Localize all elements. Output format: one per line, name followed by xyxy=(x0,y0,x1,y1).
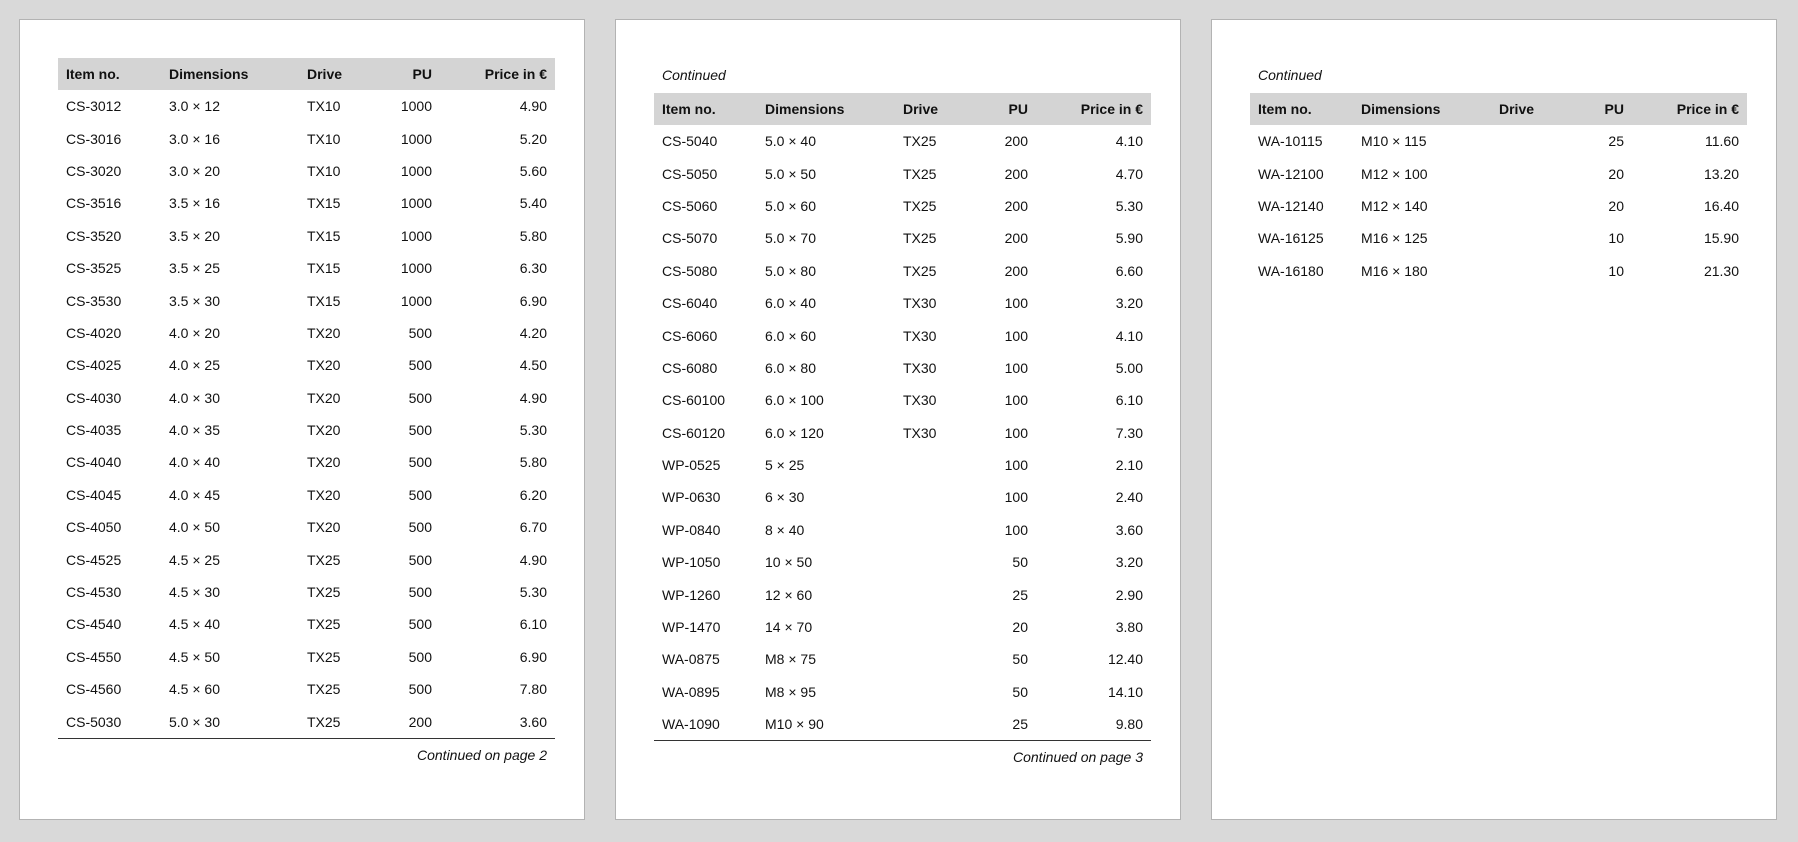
table-row xyxy=(58,90,555,122)
cell-pu: 200 xyxy=(1004,262,1028,279)
cell-pu: 100 xyxy=(1004,457,1028,474)
cell-price: 4.90 xyxy=(519,389,547,406)
cell-price: 6.10 xyxy=(1115,392,1143,409)
cell-item-no: CS-6040 xyxy=(662,295,718,312)
cell-price: 3.60 xyxy=(519,713,547,730)
cell-pu: 200 xyxy=(1004,197,1028,214)
cell-item-no: WP-1260 xyxy=(662,586,721,603)
cell-drive: TX25 xyxy=(307,616,341,633)
cell-dimensions: 5.0 × 50 xyxy=(765,165,816,182)
table-row xyxy=(654,222,1151,254)
header-dimensions: Dimensions xyxy=(169,66,249,82)
header-price: Price in € xyxy=(1080,101,1143,117)
cell-dimensions: 5.0 × 70 xyxy=(765,230,816,247)
table-row xyxy=(654,611,1151,643)
cell-dimensions: 4.0 × 20 xyxy=(169,324,220,341)
table-row xyxy=(1250,222,1747,254)
cell-dimensions: 12 × 60 xyxy=(765,586,813,603)
cell-item-no: CS-5050 xyxy=(662,165,718,182)
header-drive: Drive xyxy=(1499,101,1535,117)
cell-drive xyxy=(895,449,975,481)
continued-on-page-note: Continued on page 2 xyxy=(417,746,547,763)
table-row xyxy=(58,511,555,543)
cell-item-no: WP-0840 xyxy=(662,521,721,538)
cell-item-no: CS-60100 xyxy=(662,392,726,409)
cell-drive: TX20 xyxy=(307,454,341,471)
cell-price: 5.30 xyxy=(519,584,547,601)
document-page-1 xyxy=(19,19,585,820)
cell-price: 3.20 xyxy=(1115,295,1143,312)
cell-price: 5.30 xyxy=(519,422,547,439)
cell-dimensions: 4.0 × 50 xyxy=(169,519,220,536)
cell-dimensions: 5.0 × 80 xyxy=(765,262,816,279)
cell-dimensions: 3.0 × 20 xyxy=(169,162,220,179)
table-row xyxy=(58,705,555,738)
cell-price: 7.30 xyxy=(1115,424,1143,441)
cell-pu: 100 xyxy=(1004,424,1028,441)
header-item-no: Item no. xyxy=(1258,101,1312,117)
cell-dimensions: 8 × 40 xyxy=(765,521,805,538)
cell-price: 6.30 xyxy=(519,260,547,277)
cell-drive: TX30 xyxy=(903,295,937,312)
table-row xyxy=(654,319,1151,351)
cell-dimensions: 4.0 × 45 xyxy=(169,486,220,503)
table-body xyxy=(58,90,555,738)
cell-pu: 100 xyxy=(1004,392,1028,409)
table-row xyxy=(58,576,555,608)
cell-dimensions: M16 × 125 xyxy=(1361,230,1428,247)
table-row xyxy=(654,157,1151,189)
cell-item-no: CS-4050 xyxy=(66,519,122,536)
table-row xyxy=(58,382,555,414)
cell-dimensions: M8 × 95 xyxy=(765,683,816,700)
table-row xyxy=(58,673,555,705)
cell-drive xyxy=(1491,190,1571,222)
cell-drive: TX30 xyxy=(903,392,937,409)
table-row xyxy=(654,255,1151,287)
cell-drive xyxy=(895,643,975,675)
cell-dimensions: 5.0 × 60 xyxy=(765,197,816,214)
cell-drive: TX30 xyxy=(903,327,937,344)
cell-item-no: CS-4560 xyxy=(66,681,122,698)
cell-dimensions: M8 × 75 xyxy=(765,651,816,668)
table-row xyxy=(654,578,1151,610)
cell-dimensions: 4.0 × 35 xyxy=(169,422,220,439)
cell-item-no: CS-3012 xyxy=(66,98,122,115)
cell-item-no: WA-12140 xyxy=(1258,197,1324,214)
cell-dimensions: 6.0 × 40 xyxy=(765,295,816,312)
table-header-row xyxy=(1250,93,1747,125)
cell-dimensions: 3.5 × 20 xyxy=(169,227,220,244)
continued-label: Continued xyxy=(1258,67,1322,83)
table-row xyxy=(1250,255,1747,287)
table-row xyxy=(58,187,555,219)
cell-price: 6.90 xyxy=(519,292,547,309)
cell-dimensions: 5 × 25 xyxy=(765,457,805,474)
cell-dimensions: 6.0 × 120 xyxy=(765,424,824,441)
cell-dimensions: 14 × 70 xyxy=(765,619,813,636)
cell-pu: 1000 xyxy=(400,227,432,244)
cell-pu: 500 xyxy=(408,584,432,601)
cell-drive: TX20 xyxy=(307,357,341,374)
cell-pu: 20 xyxy=(1608,165,1624,182)
cell-drive xyxy=(895,676,975,708)
table-row xyxy=(654,417,1151,449)
cell-pu: 25 xyxy=(1608,133,1624,150)
cell-pu: 100 xyxy=(1004,489,1028,506)
cell-price: 4.20 xyxy=(519,324,547,341)
cell-dimensions: M10 × 90 xyxy=(765,716,824,733)
cell-pu: 500 xyxy=(408,324,432,341)
cell-drive: TX25 xyxy=(903,230,937,247)
cell-item-no: CS-3530 xyxy=(66,292,122,309)
cell-price: 2.40 xyxy=(1115,489,1143,506)
cell-drive: TX20 xyxy=(307,519,341,536)
cell-dimensions: M16 × 180 xyxy=(1361,262,1428,279)
cell-pu: 500 xyxy=(408,389,432,406)
table-row xyxy=(654,514,1151,546)
cell-pu: 500 xyxy=(408,486,432,503)
cell-pu: 500 xyxy=(408,519,432,536)
table-row xyxy=(1250,190,1747,222)
cell-drive: TX20 xyxy=(307,324,341,341)
cell-item-no: CS-5080 xyxy=(662,262,718,279)
cell-price: 2.10 xyxy=(1115,457,1143,474)
cell-item-no: CS-3520 xyxy=(66,227,122,244)
cell-dimensions: 4.5 × 60 xyxy=(169,681,220,698)
cell-pu: 1000 xyxy=(400,162,432,179)
cell-pu: 100 xyxy=(1004,521,1028,538)
cell-item-no: CS-6060 xyxy=(662,327,718,344)
header-dimensions: Dimensions xyxy=(765,101,845,117)
table-row xyxy=(58,446,555,478)
cell-price: 12.40 xyxy=(1107,651,1143,668)
table-row xyxy=(654,190,1151,222)
cell-dimensions: 4.5 × 40 xyxy=(169,616,220,633)
cell-item-no: WP-1470 xyxy=(662,619,721,636)
cell-item-no: CS-4030 xyxy=(66,389,122,406)
cell-item-no: CS-4035 xyxy=(66,422,122,439)
cell-drive: TX30 xyxy=(903,359,937,376)
table-row xyxy=(58,414,555,446)
header-pu: PU xyxy=(412,66,432,82)
cell-drive xyxy=(1491,255,1571,287)
cell-price: 14.10 xyxy=(1107,683,1143,700)
cell-pu: 10 xyxy=(1608,230,1624,247)
cell-dimensions: 4.5 × 30 xyxy=(169,584,220,601)
cell-item-no: WA-0895 xyxy=(662,683,720,700)
cell-dimensions: 5.0 × 40 xyxy=(765,133,816,150)
cell-drive: TX15 xyxy=(307,260,341,277)
cell-drive: TX10 xyxy=(307,162,341,179)
cell-pu: 500 xyxy=(408,454,432,471)
cell-dimensions: 10 × 50 xyxy=(765,554,813,571)
cell-drive: TX15 xyxy=(307,227,341,244)
cell-dimensions: M12 × 100 xyxy=(1361,165,1428,182)
cell-price: 4.10 xyxy=(1115,327,1143,344)
cell-dimensions: 6.0 × 80 xyxy=(765,359,816,376)
continued-on-page-note: Continued on page 3 xyxy=(1013,749,1143,766)
cell-item-no: CS-3020 xyxy=(66,162,122,179)
cell-drive xyxy=(895,546,975,578)
cell-dimensions: 6 × 30 xyxy=(765,489,805,506)
price-table xyxy=(654,93,1151,741)
cell-price: 21.30 xyxy=(1703,262,1739,279)
cell-price: 5.80 xyxy=(519,454,547,471)
table-row xyxy=(58,479,555,511)
table-row xyxy=(58,349,555,381)
price-table xyxy=(58,58,555,739)
cell-item-no: CS-4020 xyxy=(66,324,122,341)
cell-item-no: WP-0630 xyxy=(662,489,721,506)
price-table xyxy=(1250,93,1747,287)
cell-drive: TX25 xyxy=(903,262,937,279)
table-header-row xyxy=(58,58,555,90)
cell-dimensions: 3.5 × 25 xyxy=(169,260,220,277)
cell-price: 5.00 xyxy=(1115,359,1143,376)
cell-item-no: CS-5070 xyxy=(662,230,718,247)
table-row xyxy=(654,287,1151,319)
cell-item-no: WP-0525 xyxy=(662,457,721,474)
cell-dimensions: 6.0 × 100 xyxy=(765,392,824,409)
cell-price: 6.10 xyxy=(519,616,547,633)
cell-price: 9.80 xyxy=(1115,716,1143,733)
cell-item-no: CS-4040 xyxy=(66,454,122,471)
cell-pu: 500 xyxy=(408,681,432,698)
cell-drive: TX30 xyxy=(903,424,937,441)
cell-price: 2.90 xyxy=(1115,586,1143,603)
cell-pu: 1000 xyxy=(400,260,432,277)
cell-dimensions: 4.0 × 30 xyxy=(169,389,220,406)
cell-drive: TX15 xyxy=(307,292,341,309)
cell-drive: TX20 xyxy=(307,486,341,503)
cell-pu: 500 xyxy=(408,422,432,439)
cell-dimensions: 3.0 × 12 xyxy=(169,98,220,115)
cell-pu: 100 xyxy=(1004,327,1028,344)
cell-price: 5.30 xyxy=(1115,197,1143,214)
cell-pu: 25 xyxy=(1012,586,1028,603)
cell-pu: 10 xyxy=(1608,262,1624,279)
cell-item-no: WA-10115 xyxy=(1258,133,1323,150)
cell-price: 13.20 xyxy=(1703,165,1739,182)
cell-pu: 500 xyxy=(408,357,432,374)
cell-price: 4.90 xyxy=(519,98,547,115)
cell-drive: TX25 xyxy=(307,648,341,665)
table-row xyxy=(58,608,555,640)
cell-price: 5.60 xyxy=(519,162,547,179)
cell-price: 15.90 xyxy=(1703,230,1739,247)
cell-pu: 100 xyxy=(1004,359,1028,376)
cell-item-no: CS-5030 xyxy=(66,713,122,730)
cell-dimensions: 3.5 × 30 xyxy=(169,292,220,309)
cell-price: 5.80 xyxy=(519,227,547,244)
cell-pu: 1000 xyxy=(400,130,432,147)
table-row xyxy=(654,125,1151,157)
table-row xyxy=(654,352,1151,384)
cell-pu: 200 xyxy=(1004,165,1028,182)
cell-item-no: WA-0875 xyxy=(662,651,720,668)
cell-item-no: WA-16125 xyxy=(1258,230,1324,247)
cell-pu: 50 xyxy=(1012,554,1028,571)
cell-drive xyxy=(895,578,975,610)
cell-pu: 1000 xyxy=(400,195,432,212)
table-row xyxy=(58,317,555,349)
cell-drive xyxy=(1491,222,1571,254)
cell-dimensions: 3.0 × 16 xyxy=(169,130,220,147)
cell-drive: TX25 xyxy=(903,133,937,150)
cell-price: 4.70 xyxy=(1115,165,1143,182)
header-pu: PU xyxy=(1008,101,1028,117)
cell-price: 4.50 xyxy=(519,357,547,374)
cell-pu: 500 xyxy=(408,551,432,568)
table-row xyxy=(654,449,1151,481)
cell-pu: 500 xyxy=(408,648,432,665)
table-row xyxy=(58,220,555,252)
header-pu: PU xyxy=(1604,101,1624,117)
cell-price: 16.40 xyxy=(1703,197,1739,214)
cell-dimensions: M12 × 140 xyxy=(1361,197,1428,214)
cell-pu: 1000 xyxy=(400,292,432,309)
cell-dimensions: 4.5 × 25 xyxy=(169,551,220,568)
cell-price: 11.60 xyxy=(1705,133,1739,150)
cell-drive xyxy=(895,611,975,643)
header-item-no: Item no. xyxy=(66,66,120,82)
cell-item-no: WP-1050 xyxy=(662,554,721,571)
cell-drive: TX25 xyxy=(903,165,937,182)
table-row xyxy=(654,384,1151,416)
cell-drive xyxy=(895,481,975,513)
table-header-row xyxy=(654,93,1151,125)
cell-price: 5.20 xyxy=(519,130,547,147)
document-page-2 xyxy=(615,19,1181,820)
header-drive: Drive xyxy=(307,66,343,82)
cell-item-no: CS-5060 xyxy=(662,197,718,214)
cell-drive xyxy=(895,708,975,741)
cell-pu: 1000 xyxy=(400,98,432,115)
cell-drive: TX25 xyxy=(307,681,341,698)
cell-price: 6.60 xyxy=(1115,262,1143,279)
table-row xyxy=(654,708,1151,741)
cell-pu: 100 xyxy=(1004,295,1028,312)
cell-item-no: WA-12100 xyxy=(1258,165,1324,182)
table-row xyxy=(1250,157,1747,189)
cell-price: 5.90 xyxy=(1115,230,1143,247)
cell-dimensions: 5.0 × 30 xyxy=(169,713,220,730)
table-body xyxy=(1250,125,1747,287)
table-row xyxy=(654,676,1151,708)
cell-dimensions: M10 × 115 xyxy=(1361,133,1427,150)
cell-price: 6.70 xyxy=(519,519,547,536)
table-row xyxy=(1250,125,1747,157)
cell-dimensions: 3.5 × 16 xyxy=(169,195,220,212)
cell-item-no: CS-60120 xyxy=(662,424,726,441)
header-drive: Drive xyxy=(903,101,939,117)
cell-item-no: WA-16180 xyxy=(1258,262,1324,279)
cell-item-no: WA-1090 xyxy=(662,716,720,733)
table-row xyxy=(654,481,1151,513)
cell-pu: 20 xyxy=(1608,197,1624,214)
cell-price: 3.60 xyxy=(1115,521,1143,538)
table-row xyxy=(58,641,555,673)
cell-drive: TX25 xyxy=(307,713,341,730)
cell-price: 3.20 xyxy=(1115,554,1143,571)
cell-drive xyxy=(1491,125,1571,157)
cell-price: 4.90 xyxy=(519,551,547,568)
cell-item-no: CS-5040 xyxy=(662,133,718,150)
cell-item-no: CS-3016 xyxy=(66,130,122,147)
header-item-no: Item no. xyxy=(662,101,716,117)
cell-drive xyxy=(895,514,975,546)
cell-price: 7.80 xyxy=(519,681,547,698)
table-row xyxy=(654,643,1151,675)
cell-price: 3.80 xyxy=(1115,619,1143,636)
table-row xyxy=(58,284,555,316)
cell-price: 4.10 xyxy=(1115,133,1143,150)
cell-dimensions: 4.0 × 40 xyxy=(169,454,220,471)
cell-drive xyxy=(1491,157,1571,189)
cell-pu: 20 xyxy=(1012,619,1028,636)
cell-price: 6.20 xyxy=(519,486,547,503)
cell-item-no: CS-4540 xyxy=(66,616,122,633)
cell-drive: TX10 xyxy=(307,98,341,115)
table-body xyxy=(654,125,1151,741)
cell-drive: TX25 xyxy=(903,197,937,214)
cell-drive: TX15 xyxy=(307,195,341,212)
header-price: Price in € xyxy=(484,66,547,82)
cell-drive: TX20 xyxy=(307,422,341,439)
cell-drive: TX20 xyxy=(307,389,341,406)
cell-item-no: CS-6080 xyxy=(662,359,718,376)
cell-dimensions: 4.0 × 25 xyxy=(169,357,220,374)
cell-pu: 500 xyxy=(408,616,432,633)
table-row xyxy=(654,546,1151,578)
cell-drive: TX10 xyxy=(307,130,341,147)
cell-item-no: CS-4525 xyxy=(66,551,122,568)
header-dimensions: Dimensions xyxy=(1361,101,1441,117)
cell-item-no: CS-4025 xyxy=(66,357,122,374)
cell-item-no: CS-3516 xyxy=(66,195,122,212)
cell-item-no: CS-4045 xyxy=(66,486,122,503)
cell-pu: 200 xyxy=(408,713,432,730)
cell-dimensions: 4.5 × 50 xyxy=(169,648,220,665)
cell-pu: 50 xyxy=(1012,651,1028,668)
cell-price: 6.90 xyxy=(519,648,547,665)
table-row xyxy=(58,122,555,154)
cell-item-no: CS-3525 xyxy=(66,260,122,277)
cell-pu: 50 xyxy=(1012,683,1028,700)
table-row xyxy=(58,252,555,284)
cell-pu: 25 xyxy=(1012,716,1028,733)
cell-price: 5.40 xyxy=(519,195,547,212)
continued-label: Continued xyxy=(662,67,726,83)
header-price: Price in € xyxy=(1676,101,1739,117)
table-row xyxy=(58,155,555,187)
cell-pu: 200 xyxy=(1004,230,1028,247)
cell-pu: 200 xyxy=(1004,133,1028,150)
cell-drive: TX25 xyxy=(307,551,341,568)
cell-item-no: CS-4550 xyxy=(66,648,122,665)
document-page-3 xyxy=(1211,19,1777,820)
cell-item-no: CS-4530 xyxy=(66,584,122,601)
cell-drive: TX25 xyxy=(307,584,341,601)
table-row xyxy=(58,543,555,575)
cell-dimensions: 6.0 × 60 xyxy=(765,327,816,344)
